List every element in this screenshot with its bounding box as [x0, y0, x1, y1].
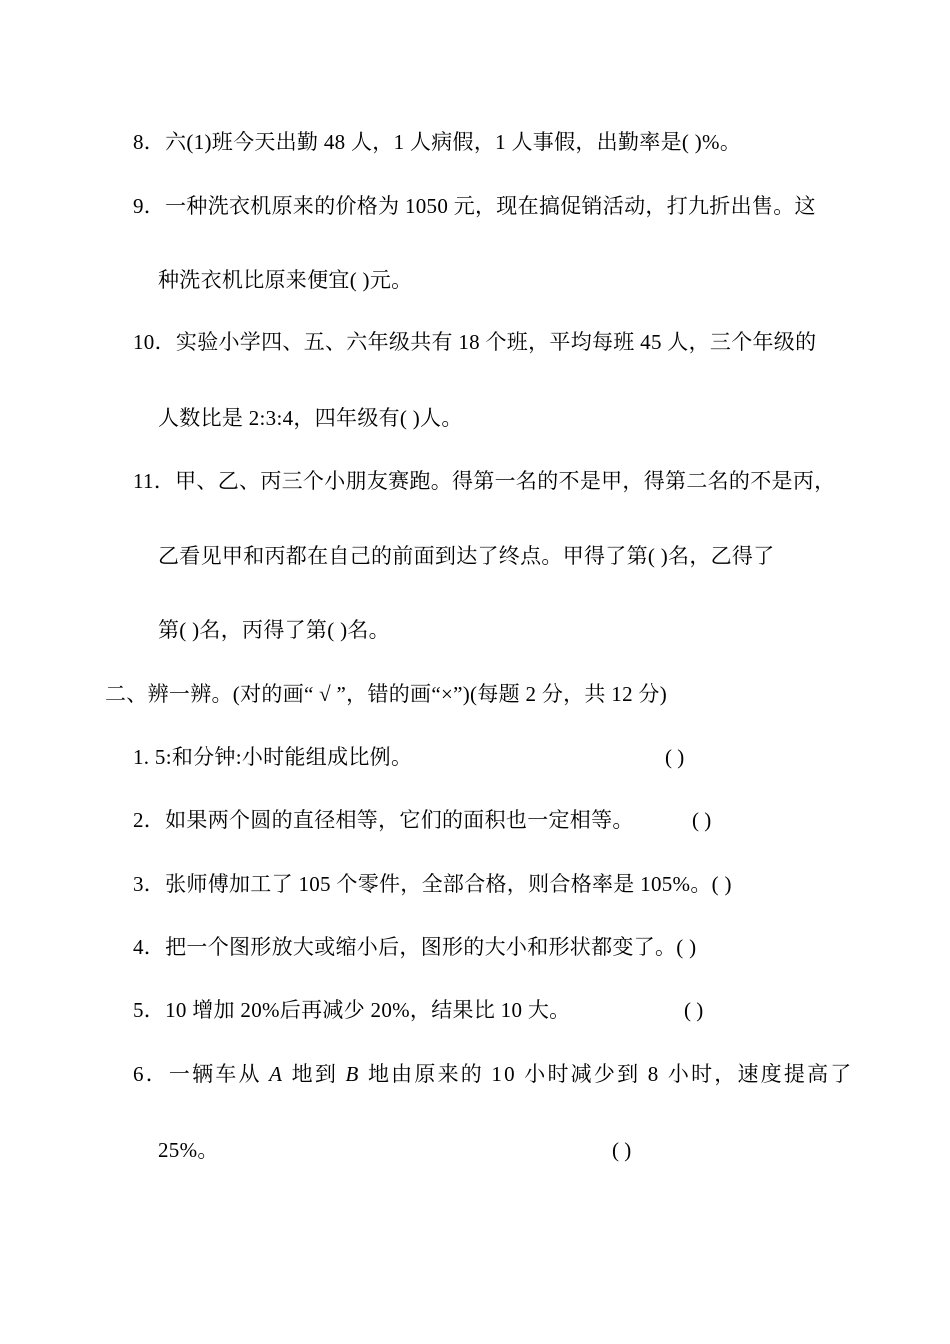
judge-item-5-answer-paren: ( ) — [684, 998, 704, 1022]
judge-item-6-mid: 地到 — [291, 1062, 339, 1086]
judge-item-5: 5．10 增加 20%后再减少 20%，结果比 10 大。 — [133, 998, 571, 1022]
judge-item-1-answer-paren: ( ) — [665, 745, 685, 769]
judge-item-6-suffix: 地由原来的 10 小时减少到 8 小时，速度提高了 — [367, 1062, 854, 1086]
judge-item-6-answer-paren: ( ) — [612, 1138, 632, 1162]
question-11-line-2: 乙看见甲和丙都在自己的前面到达了终点。甲得了第( )名，乙得了 — [158, 544, 775, 568]
judge-item-1: 1. 5:和分钟:小时能组成比例。 — [133, 745, 413, 769]
question-11-line-1: 11．甲、乙、丙三个小朋友赛跑。得第一名的不是甲，得第二名的不是丙， — [133, 469, 836, 493]
question-10-line-2: 人数比是 2:3:4，四年级有( )人。 — [158, 406, 463, 430]
judge-item-2-answer-paren: ( ) — [692, 808, 712, 832]
variable-a: A — [269, 1062, 285, 1086]
judge-item-2: 2．如果两个圆的直径相等，它们的面积也一定相等。 — [133, 808, 634, 832]
judge-item-6-prefix: 6．一辆车从 — [133, 1062, 262, 1086]
judge-item-4: 4．把一个图形放大或缩小后，图形的大小和形状都变了。( ) — [133, 935, 697, 959]
judge-item-3: 3．张师傅加工了 105 个零件，全部合格，则合格率是 105%。( ) — [133, 872, 732, 896]
question-9-line-1: 9．一种洗衣机原来的价格为 1050 元，现在搞促销活动，打九折出售。这 — [133, 194, 816, 218]
judge-item-6-line-1 — [133, 1060, 853, 1088]
question-9-line-2: 种洗衣机比原来便宜( )元。 — [158, 268, 413, 292]
judge-item-6-line-2: 25%。 — [158, 1138, 219, 1162]
question-8-line-1: 8．六(1)班今天出勤 48 人，1 人病假，1 人事假，出勤率是( )%。 — [133, 130, 742, 154]
question-10-line-1: 10．实验小学四、五、六年级共有 18 个班，平均每班 45 人，三个年级的 — [133, 330, 817, 354]
variable-b: B — [345, 1062, 361, 1086]
question-11-line-3: 第( )名，丙得了第( )名。 — [158, 618, 390, 642]
section-2-heading: 二、辨一辨。(对的画“ √ ”，错的画“×”)(每题 2 分，共 12 分) — [105, 682, 668, 706]
